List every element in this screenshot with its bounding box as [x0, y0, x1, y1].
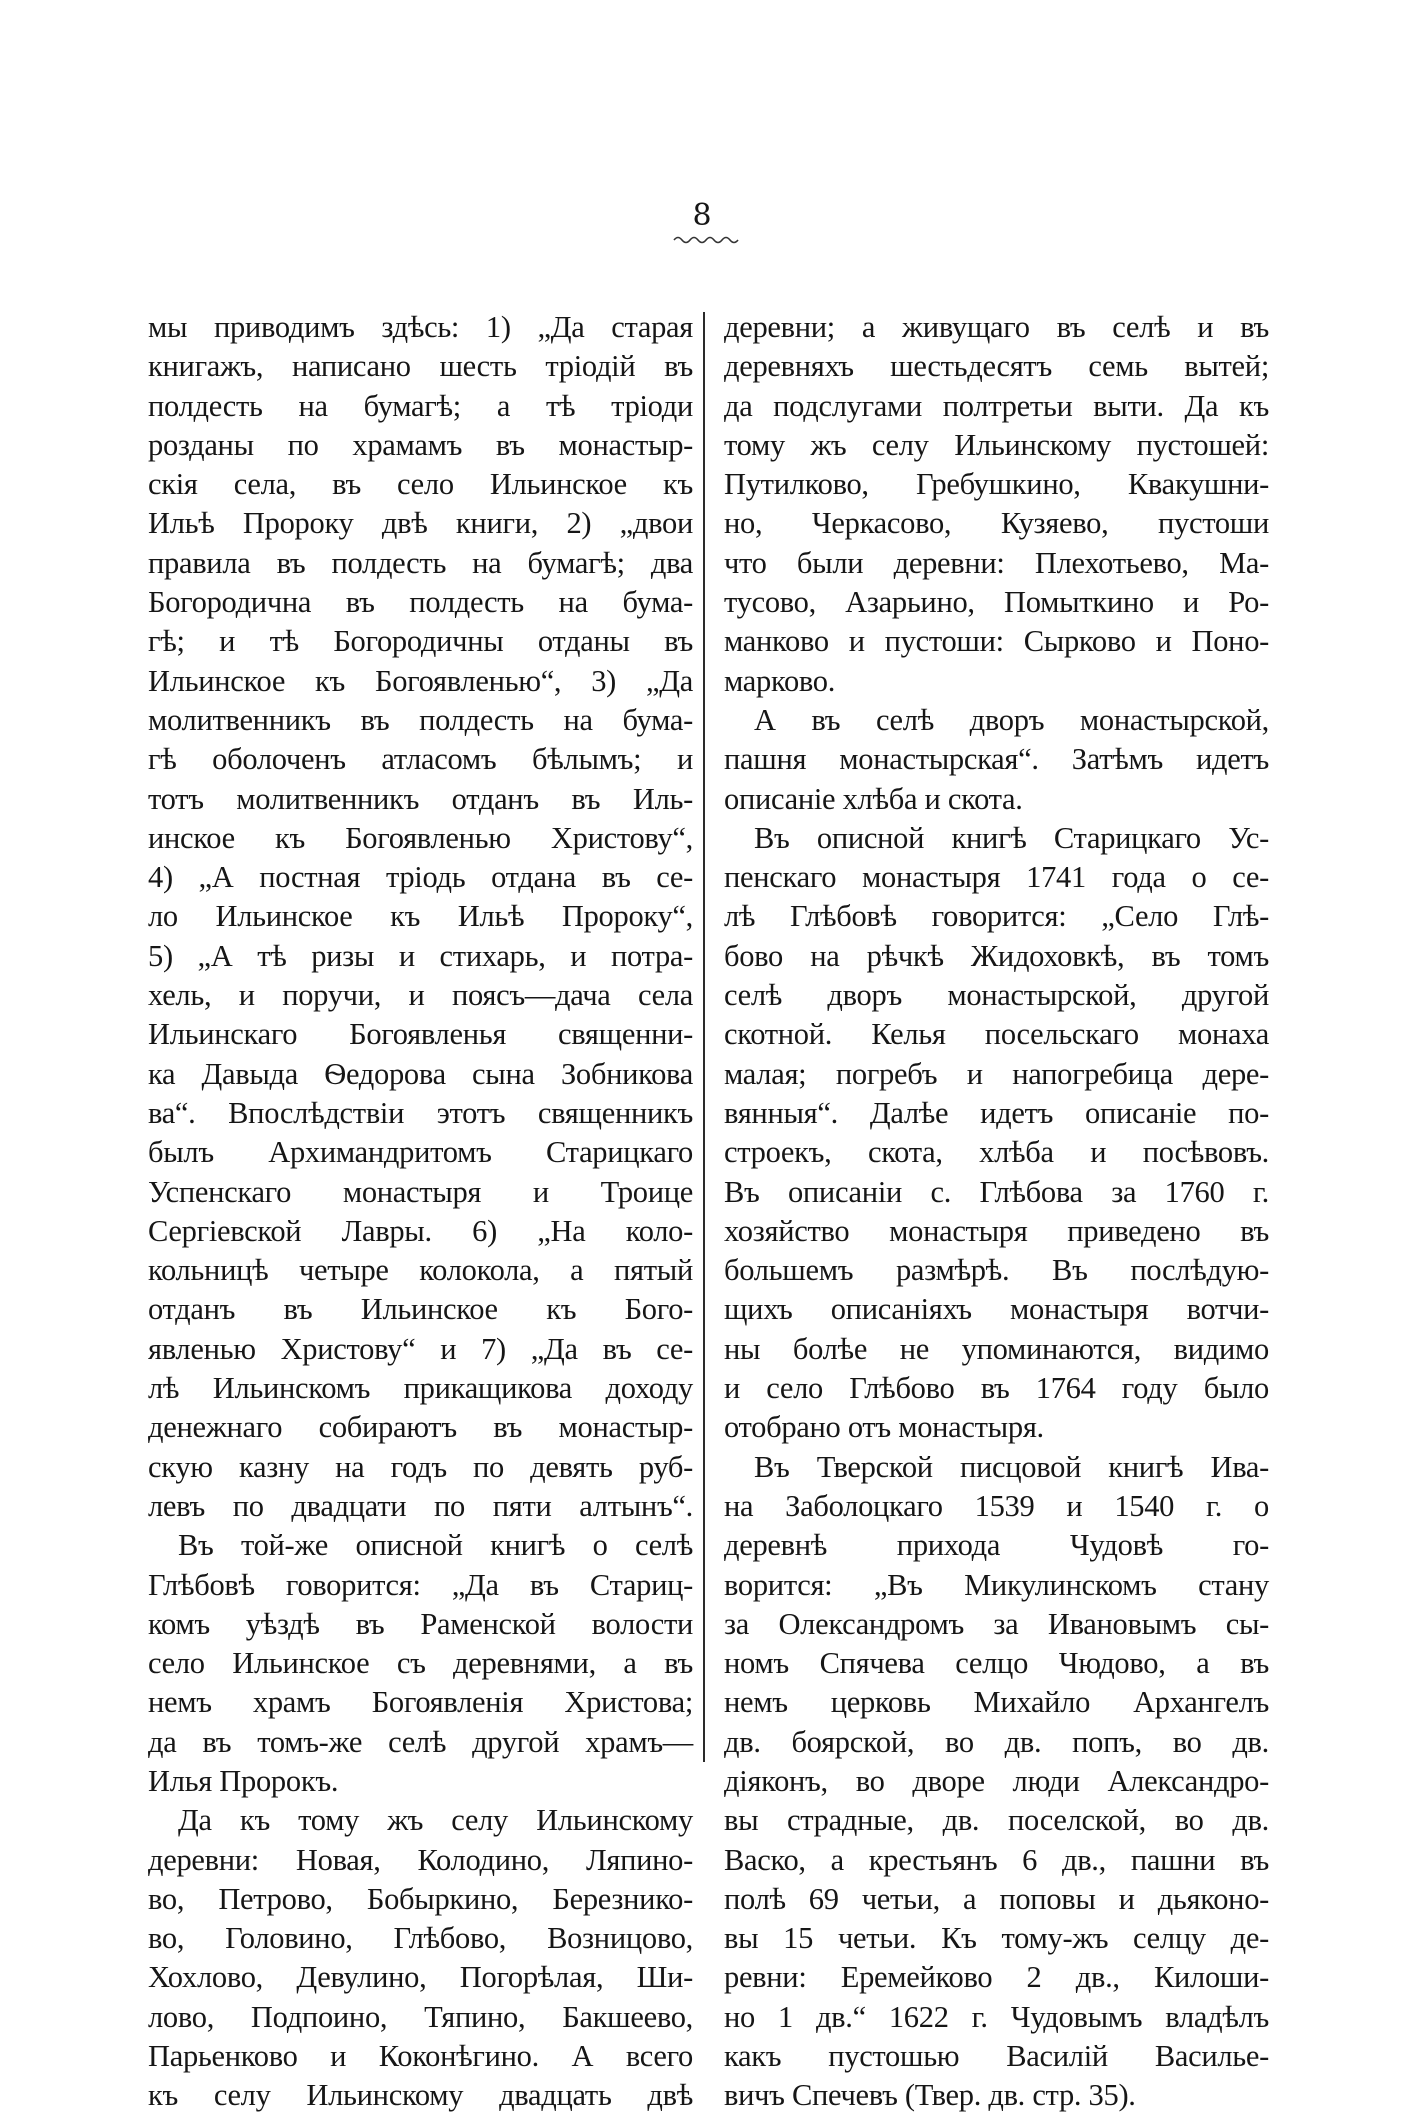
- text-line: но 1 дв.“ 1622 г. Чудовымъ владѣлъ: [724, 1999, 1269, 2034]
- text-line: манково и пустоши: Сырково и Поно-: [724, 624, 1269, 659]
- text-line: Да къ тому жъ селу Ильинскому: [178, 1803, 693, 1838]
- text-line: на Заболоцкаго 1539 и 1540 г. о: [724, 1488, 1269, 1523]
- text-line: діяконъ, во дворе люди Александро-: [724, 1763, 1269, 1798]
- text-line: ка Давыда Ѳедорова сына Зобникова: [148, 1056, 693, 1091]
- text-line: хозяйство монастыря приведено въ: [724, 1213, 1269, 1248]
- text-line: тусово, Азарьино, Помыткино и Ро-: [724, 585, 1269, 620]
- text-line: къ селу Ильинскому двадцать двѣ: [148, 2078, 693, 2113]
- text-line: лѣ Ильинскомъ прикащикова доходу: [148, 1371, 693, 1406]
- text-line: деревни; а живущаго въ селѣ и въ: [724, 310, 1269, 344]
- text-line: да въ томъ-же селѣ другой храмъ—: [148, 1724, 693, 1759]
- text-line: Ильѣ Пророку двѣ книги, 2) „двои: [148, 506, 693, 541]
- text-line: отобрано отъ монастыря.: [724, 1410, 1044, 1445]
- wave-ornament: [672, 234, 742, 246]
- text-line: село Ильинское съ деревнями, а въ: [148, 1646, 693, 1681]
- text-line: дв. боярской, во дв. попъ, во дв.: [724, 1724, 1269, 1759]
- text-line: Ильинское къ Богоявленью“, 3) „Да: [148, 663, 693, 698]
- text-line: немъ храмъ Богоявленія Христова;: [148, 1685, 693, 1720]
- text-line: пашня монастырская“. Затѣмъ идетъ: [724, 742, 1269, 777]
- text-line: лѣ Глѣбовѣ говорится: „Село Глѣ-: [724, 899, 1269, 934]
- text-line: отданъ въ Ильинское къ Бого-: [148, 1292, 693, 1327]
- text-line: за Олександромъ за Ивановымъ сы-: [724, 1606, 1269, 1641]
- text-line: деревни: Новая, Колодино, Ляпино-: [148, 1842, 693, 1877]
- text-line: скія села, въ село Ильинское къ: [148, 467, 693, 502]
- text-line: явленью Христову“ и 7) „Да въ се-: [148, 1331, 693, 1366]
- text-line: хель, и поручи, и поясъ—дача села: [148, 978, 693, 1013]
- text-line: гѣ оболоченъ атласомъ бѣлымъ; и: [148, 742, 693, 777]
- text-line: деревняхъ шестьдесятъ семь вытей;: [724, 349, 1269, 384]
- text-line: какъ пустошью Василій Василье-: [724, 2039, 1269, 2074]
- text-line: кольницѣ четыре колокола, а пятый: [148, 1253, 693, 1288]
- text-line: лово, Подпоино, Тяпино, Бакшеево,: [148, 1999, 693, 2034]
- text-line: малая; погребъ и напогребица дере-: [724, 1056, 1269, 1091]
- text-line: Глѣбовѣ говорится: „Да въ Стариц-: [148, 1567, 693, 1602]
- text-line: Хохлово, Девулино, Погорѣлая, Ши-: [148, 1960, 693, 1995]
- text-line: Сергіевской Лавры. 6) „На коло-: [148, 1213, 693, 1248]
- text-line: во, Головино, Глѣбово, Возницово,: [148, 1921, 693, 1956]
- text-line: былъ Архимандритомъ Старицкаго: [148, 1135, 693, 1170]
- text-line: и село Глѣбово въ 1764 году было: [724, 1371, 1269, 1406]
- text-line: молитвенникъ въ полдесть на бума-: [148, 702, 693, 737]
- text-line: номъ Спячева селцо Чюдово, а въ: [724, 1646, 1269, 1681]
- text-line: Васко, а крестьянъ 6 дв., пашни въ: [724, 1842, 1269, 1877]
- text-line: вы 15 четьи. Къ тому-жъ селцу де-: [724, 1921, 1269, 1956]
- text-line: Въ Тверской писцовой книгѣ Ива-: [754, 1449, 1269, 1484]
- text-line: А въ селѣ дворъ монастырской,: [754, 702, 1269, 737]
- text-line: ворится: „Въ Микулинскомъ стану: [724, 1567, 1269, 1602]
- text-line: Ильинскаго Богоявленья священни-: [148, 1017, 693, 1052]
- text-line: полдесть на бумагѣ; а тѣ тріоди: [148, 388, 693, 423]
- text-line: вы страдные, дв. поселской, во дв.: [724, 1803, 1269, 1838]
- text-line: комъ уѣздѣ въ Раменской волости: [148, 1606, 693, 1641]
- text-line: Въ описаніи с. Глѣбова за 1760 г.: [724, 1174, 1269, 1209]
- text-line: да подслугами полтретьи выти. Да къ: [724, 388, 1269, 423]
- text-line: розданы по храмамъ въ монастыр-: [148, 427, 693, 462]
- text-line: марково.: [724, 663, 836, 698]
- text-line: тотъ молитвенникъ отданъ въ Иль-: [148, 781, 693, 816]
- text-line: ло Ильинское къ Ильѣ Пророку“,: [148, 899, 693, 934]
- text-line: Въ описной книгѣ Старицкаго Ус-: [754, 820, 1269, 855]
- text-line: селѣ дворъ монастырской, другой: [724, 978, 1269, 1013]
- text-line: бово на рѣчкѣ Жидоховкѣ, въ томъ: [724, 938, 1269, 973]
- column-divider: [703, 312, 705, 1762]
- text-line: пенскаго монастыря 1741 года о се-: [724, 860, 1269, 895]
- text-line: книгажъ, написано шесть тріодій въ: [148, 349, 693, 384]
- text-line: Илья Пророкъ.: [148, 1763, 339, 1798]
- text-line: во, Петрово, Бобыркино, Березнико-: [148, 1881, 693, 1916]
- text-line: 4) „А постная тріодь отдана въ се-: [148, 860, 693, 895]
- page-number: 8: [692, 198, 712, 233]
- text-line: описаніе хлѣба и скота.: [724, 781, 1023, 816]
- text-line: скотной. Келья посельскаго монаха: [724, 1017, 1269, 1052]
- text-line: мы приводимъ здѣсь: 1) „Да старая: [148, 310, 693, 344]
- text-line: Парьенково и Коконѣгино. А всего: [148, 2039, 693, 2074]
- text-line: скую казну на годъ по девять руб-: [148, 1449, 693, 1484]
- text-line: левъ по двадцати по пяти алтынъ“.: [148, 1488, 693, 1523]
- text-line: ва“. Впослѣдствіи этотъ священникъ: [148, 1095, 693, 1130]
- text-line: денежнаго собираютъ въ монастыр-: [148, 1410, 693, 1445]
- text-line: вичъ Спечевъ (Твер. дв. стр. 35).: [724, 2078, 1136, 2113]
- text-line: Успенскаго монастыря и Троице: [148, 1174, 693, 1209]
- text-line: инское къ Богоявленью Христову“,: [148, 820, 693, 855]
- right-text-column: [724, 308, 1269, 2116]
- text-line: Путилково, Гребушкино, Квакушни-: [724, 467, 1269, 502]
- text-line: щихъ описаніяхъ монастыря вотчи-: [724, 1292, 1269, 1327]
- text-line: деревнѣ прихода Чудовѣ го-: [724, 1528, 1269, 1563]
- text-line: немъ церковь Михайло Архангелъ: [724, 1685, 1269, 1720]
- text-line: тому жъ селу Ильинскому пустошей:: [724, 427, 1269, 462]
- text-line: что были деревни: Плехотьево, Ма-: [724, 545, 1269, 580]
- text-line: ны болѣе не упоминаются, видимо: [724, 1331, 1269, 1366]
- text-line: правила въ полдесть на бумагѣ; два: [148, 545, 693, 580]
- text-line: полѣ 69 четьи, а поповы и дьяконо-: [724, 1881, 1269, 1916]
- text-line: вянныя“. Далѣе идетъ описаніе по-: [724, 1095, 1269, 1130]
- text-line: Въ той-же описной книгѣ о селѣ: [178, 1528, 693, 1563]
- text-line: ревни: Еремейково 2 дв., Килоши-: [724, 1960, 1269, 1995]
- text-line: Богородична въ полдесть на бума-: [148, 585, 693, 620]
- text-line: гѣ; и тѣ Богородичны отданы въ: [148, 624, 693, 659]
- text-line: но, Черкасово, Кузяево, пустоши: [724, 506, 1269, 541]
- text-line: 5) „А тѣ ризы и стихарь, и потра-: [148, 938, 693, 973]
- text-line: большемъ размѣрѣ. Въ послѣдую-: [724, 1253, 1269, 1288]
- text-line: строекъ, скота, хлѣба и посѣвовъ.: [724, 1135, 1269, 1170]
- left-text-column: [148, 308, 693, 2116]
